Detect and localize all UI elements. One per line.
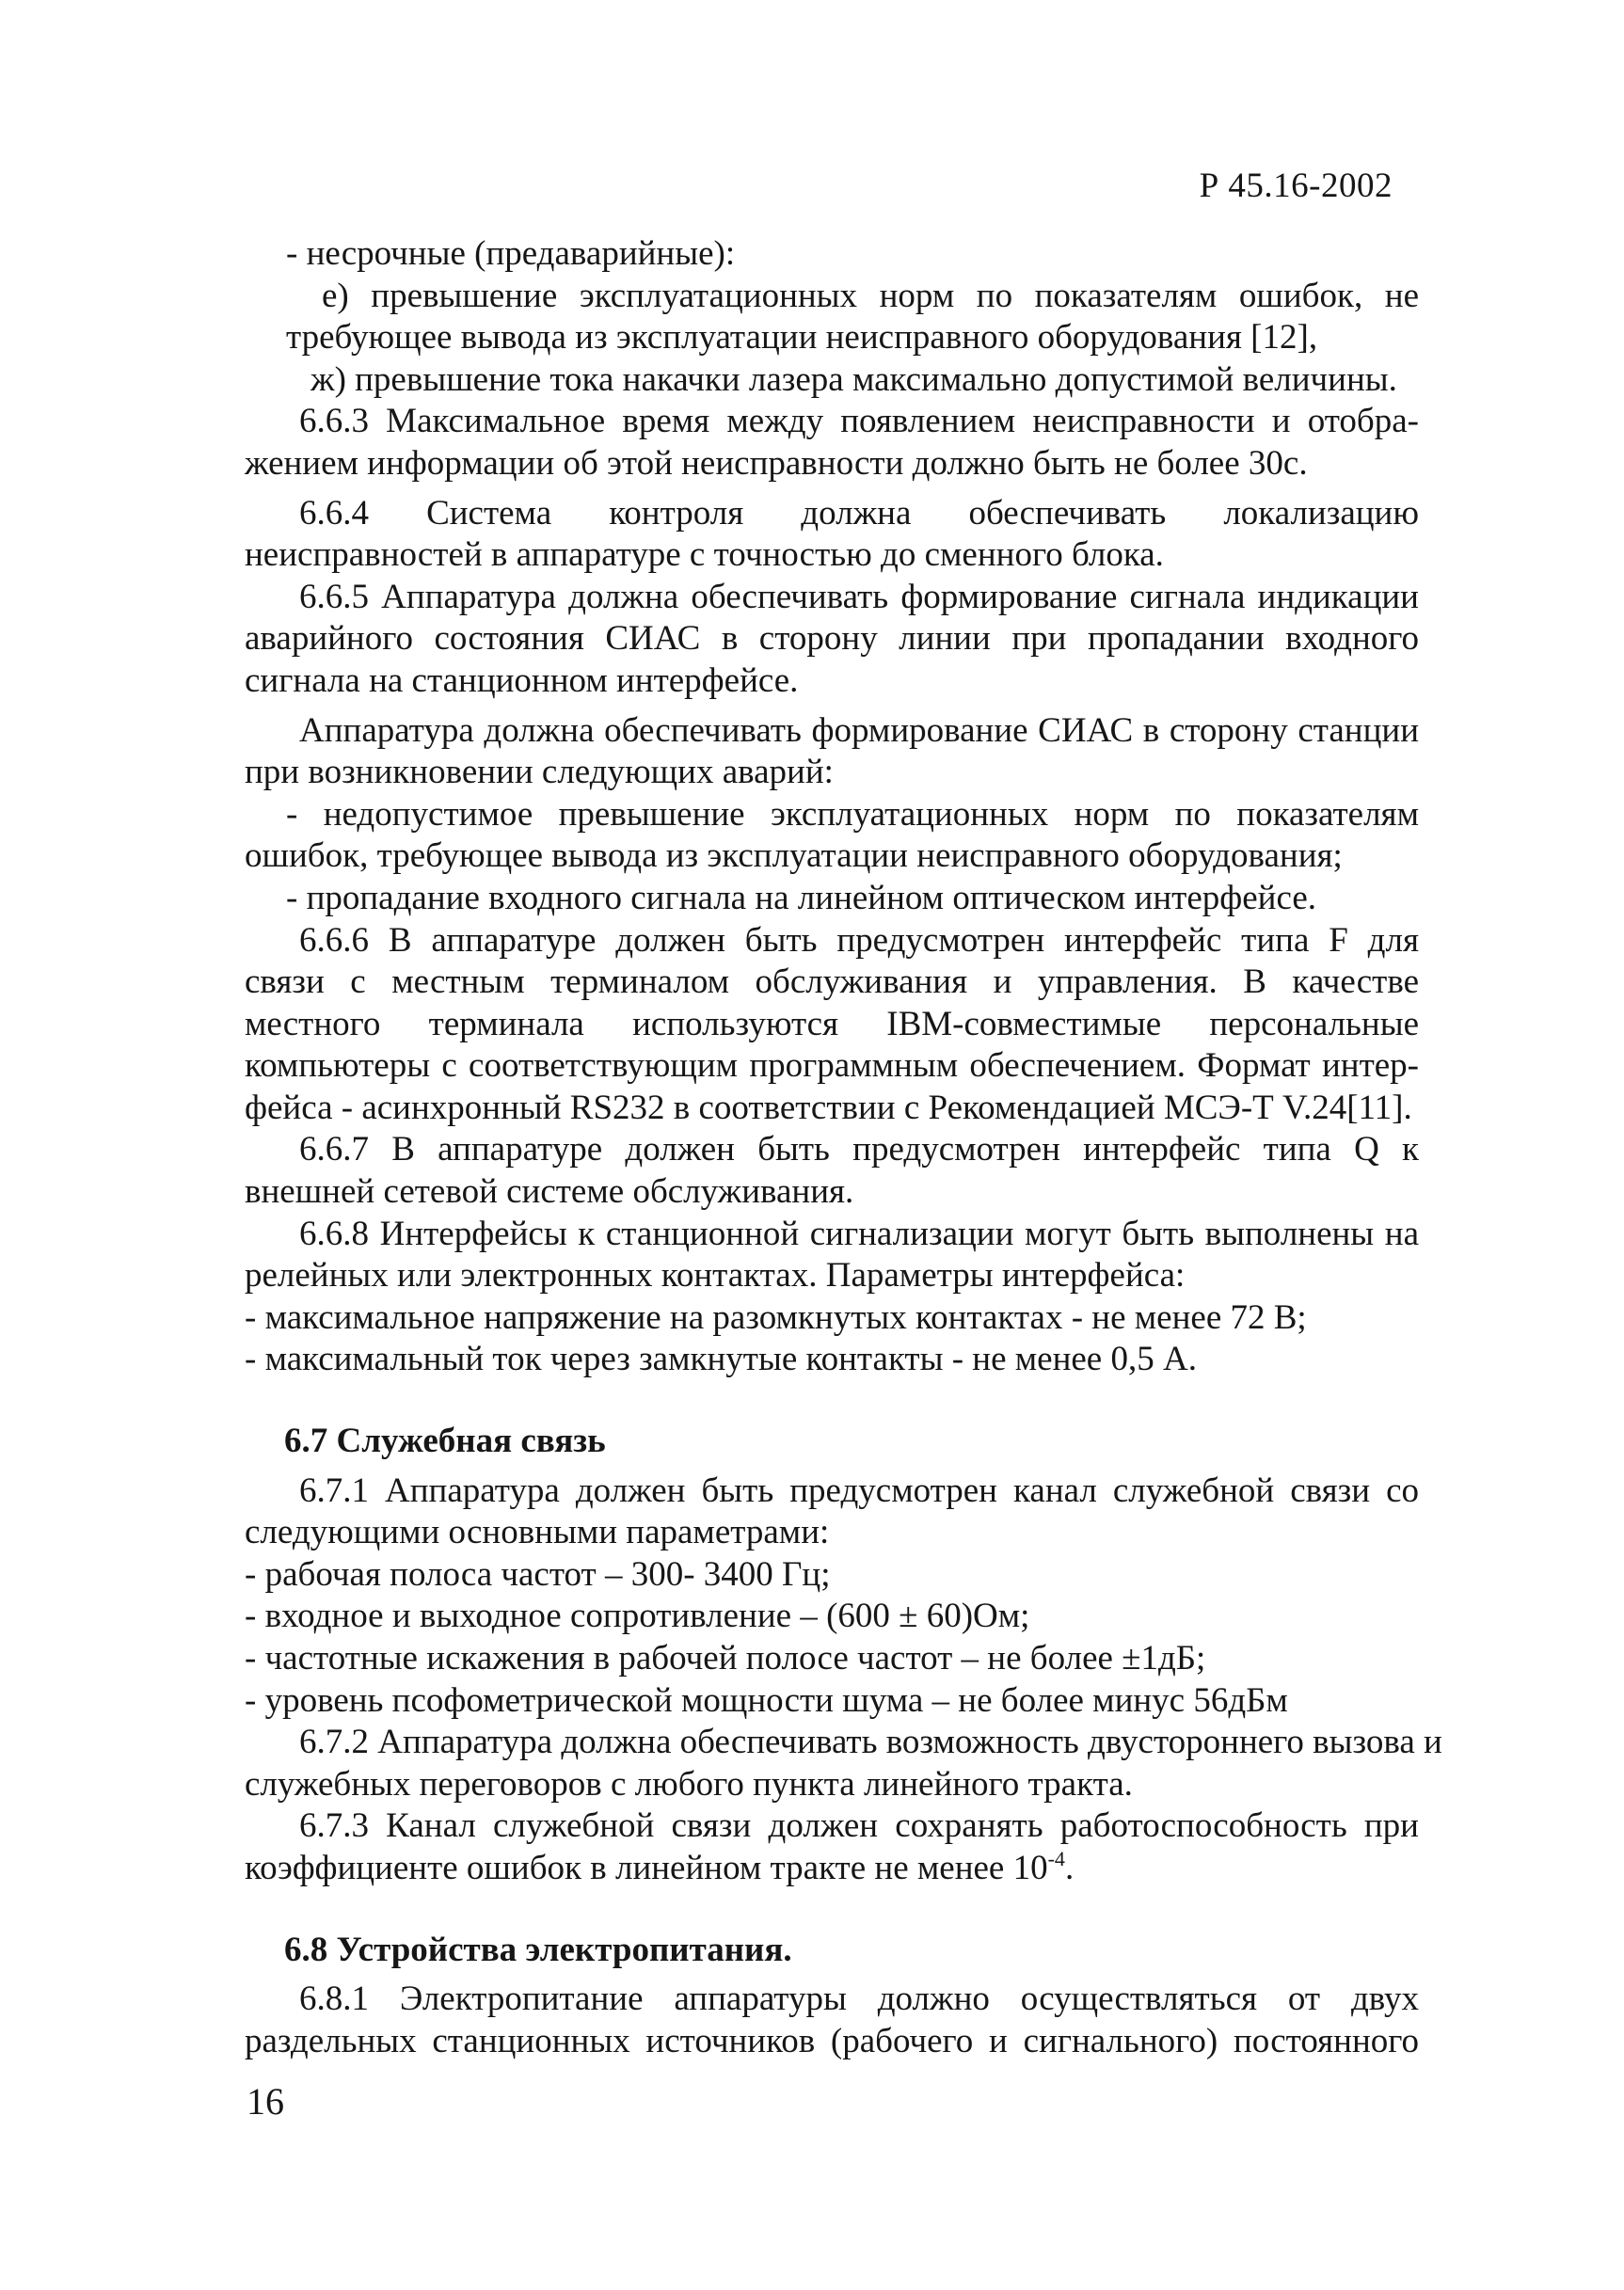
text-line: - пропадание входного сигнала на линейном оптическом интерфейсе. — [286, 878, 1316, 917]
exponent: -4 — [1047, 1846, 1065, 1870]
text-line: - максимальное напряжение на разомкнутых контактах - не менее 72 В; — [245, 1297, 1307, 1337]
text-line: сигнала на станционном интерфейсе. — [245, 660, 799, 700]
text-line: - рабочая полоса частот – 300- 3400 Гц; — [245, 1554, 831, 1594]
text-line: релейных или электронных контактах. Параметры интерфейса: — [245, 1256, 1186, 1296]
text-line: следующими основными параметрами: — [245, 1513, 830, 1552]
text-line-with-exponent — [245, 1848, 1419, 1890]
text-line: компьютеры с соответствующим программным обеспечением. Формат интер- — [245, 1046, 1419, 1086]
section-heading: 6.7 Служебная связь — [284, 1422, 606, 1461]
text-line: ж) превышение тока накачки лазера максимально допустимой величины. — [310, 359, 1397, 399]
text-line: 6.8.1 Электропитание аппаратуры должно осуществляться от двух — [299, 1980, 1419, 2019]
text-line: 6.7.3 Канал служебной связи должен сохранять работоспособность при — [299, 1806, 1419, 1846]
text-line: - входное и выходное сопротивление – (600 ± 60)Ом; — [245, 1597, 1030, 1636]
text-line: - недопустимое превышение эксплуатационных норм по показателям — [286, 794, 1419, 834]
text-line: требующее вывода из эксплуатации неисправного оборудования [12], — [286, 318, 1318, 358]
text-line: аварийного состояния СИАС в сторону линии при пропадании входного — [245, 619, 1419, 659]
page-number: 16 — [247, 2080, 284, 2123]
text-fragment: коэффициенте ошибок в линейном тракте не менее 10 — [245, 1848, 1048, 1887]
text-line: Аппаратура должна обеспечивать формирование СИАС в сторону станции — [299, 710, 1419, 750]
text-line: 6.6.4 Система контроля должна обеспечивать локализацию — [299, 493, 1419, 533]
text-line: 6.7.2 Аппаратура должна обеспечивать возможность двустороннего вызова и — [299, 1723, 1442, 1762]
text-line: 6.6.6 В аппаратуре должен быть предусмотрен интерфейс типа F для — [299, 920, 1419, 960]
text-line: - частотные искажения в рабочей полосе частот – не более ±1дБ; — [245, 1639, 1206, 1678]
text-line: - максимальный ток через замкнутые контакты - не менее 0,5 А. — [245, 1340, 1197, 1379]
text-line: внешней сетевой системе обслуживания. — [245, 1172, 854, 1212]
text-line: 6.6.5 Аппаратура должна обеспечивать формирование сигнала индикации — [299, 577, 1419, 616]
text-line: неисправностей в аппаратуре с точностью до сменного блока. — [245, 535, 1164, 575]
text-fragment: . — [1064, 1848, 1075, 1887]
text-line: раздельных станционных источников (рабочего и сигнального) постоянного — [245, 2021, 1419, 2060]
text-line: жением информации об этой неисправности должно быть не более 30с. — [245, 443, 1308, 483]
text-line: фейса - асинхронный RS232 в соответствии с Рекомендацией МСЭ-Т V.24[11]. — [245, 1088, 1412, 1127]
text-line: при возникновении следующих аварий: — [245, 753, 834, 792]
text-line: местного терминала используются IBM-совместимые персональные — [245, 1004, 1419, 1043]
text-line: - несрочные (предаварийные): — [286, 234, 736, 273]
text-line: е) превышение эксплуатационных норм по показателям ошибок, не — [322, 276, 1419, 315]
document-code: Р 45.16-2002 — [1199, 167, 1393, 205]
text-line: 6.7.1 Аппаратура должен быть предусмотрен канал служебной связи со — [299, 1471, 1419, 1510]
text-line: 6.6.3 Максимальное время между появлением неисправности и отобра- — [299, 402, 1419, 441]
document-body — [245, 233, 1442, 2062]
text-line: - уровень псофометрической мощности шума – не более минус 56дБм — [245, 1680, 1288, 1720]
text-line: ошибок, требующее вывода из эксплуатации неисправного оборудования; — [245, 836, 1343, 876]
text-line: служебных переговоров с любого пункта линейного тракта. — [245, 1764, 1133, 1804]
text-line: 6.6.8 Интерфейсы к станционной сигнализации могут быть выполнены на — [299, 1214, 1419, 1253]
section-heading: 6.8 Устройства электропитания. — [284, 1930, 792, 1969]
text-line: 6.6.7 В аппаратуре должен быть предусмотрен интерфейс типа Q к — [299, 1130, 1419, 1169]
text-line: связи с местным терминалом обслуживания и управления. В качестве — [245, 962, 1419, 1002]
